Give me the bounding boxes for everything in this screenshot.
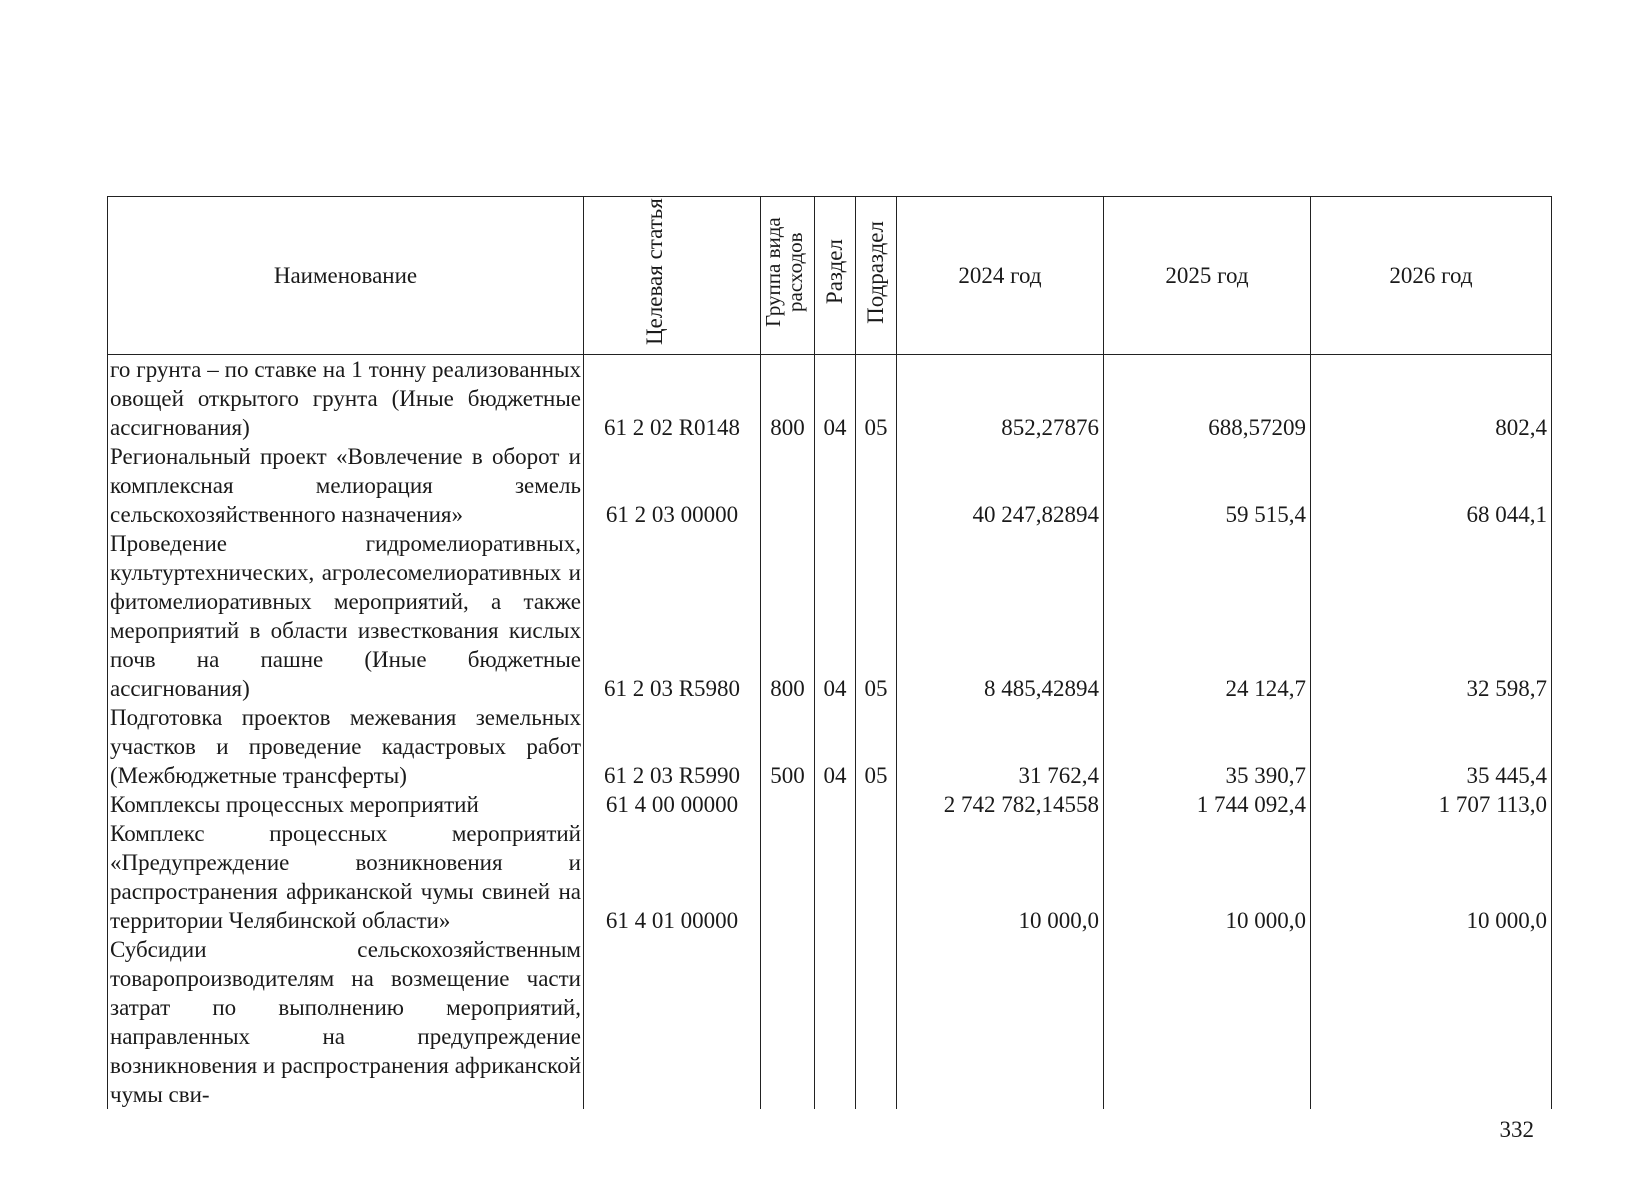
row-subsection — [856, 935, 897, 1109]
table-header-row — [108, 197, 1552, 355]
row-name: Подготовка проектов межевания земельных участков и проведение кадастровых работ (Межбюджетные трансферты) — [108, 703, 584, 790]
row-subsection — [856, 442, 897, 529]
row-section: 04 — [815, 529, 856, 703]
row-2026: 32 598,7 — [1311, 529, 1552, 703]
row-2025: 688,57209 — [1104, 355, 1311, 443]
row-subsection — [856, 790, 897, 819]
header-2025: 2025 год — [1104, 197, 1311, 355]
row-2025: 35 390,7 — [1104, 703, 1311, 790]
budget-table — [107, 196, 1552, 1109]
row-2024 — [897, 935, 1104, 1109]
row-2024: 40 247,82894 — [897, 442, 1104, 529]
row-2026: 10 000,0 — [1311, 819, 1552, 935]
row-section — [815, 442, 856, 529]
header-group — [761, 197, 815, 355]
page-number: 332 — [1499, 1117, 1534, 1142]
header-name: Наименование — [108, 197, 584, 355]
row-2024: 10 000,0 — [897, 819, 1104, 935]
header-section-label: Раздел — [822, 239, 847, 305]
row-2024: 31 762,4 — [897, 703, 1104, 790]
row-2025: 24 124,7 — [1104, 529, 1311, 703]
row-code — [584, 935, 761, 1109]
row-section: 04 — [815, 355, 856, 443]
header-target — [584, 197, 761, 355]
row-2025: 10 000,0 — [1104, 819, 1311, 935]
row-group — [761, 935, 815, 1109]
table-row — [108, 442, 1552, 529]
table-row — [108, 529, 1552, 703]
row-subsection: 05 — [856, 529, 897, 703]
row-subsection — [856, 819, 897, 935]
row-group — [761, 819, 815, 935]
header-group-label: Группа вида расходов — [760, 217, 807, 327]
row-2026: 35 445,4 — [1311, 703, 1552, 790]
row-group: 500 — [761, 703, 815, 790]
row-2024: 852,27876 — [897, 355, 1104, 443]
row-name: Комплекс процессных мероприятий «Предупреждение возникновения и распространения африканской чумы свиней на территории Челябинской области» — [108, 819, 584, 935]
row-name: Проведение гидромелиоративных, культуртехнических, агролесомелиоративных и фитомелиоративных мероприятий, а также мероприятий в области известкования кислых почв на пашне (Иные бюджетные ассигнования) — [108, 529, 584, 703]
row-name: Комплексы процессных мероприятий — [108, 790, 584, 819]
table-row — [108, 355, 1552, 443]
row-2026: 1 707 113,0 — [1311, 790, 1552, 819]
row-name: го грунта – по ставке на 1 тонну реализованных овощей открытого грунта (Иные бюджетные ассигнования) — [108, 355, 584, 443]
row-section — [815, 935, 856, 1109]
row-section: 04 — [815, 703, 856, 790]
row-code: 61 2 03 00000 — [584, 442, 761, 529]
header-subsection-label: Подраздел — [863, 220, 888, 324]
row-group — [761, 790, 815, 819]
header-2026: 2026 год — [1311, 197, 1552, 355]
row-2024: 8 485,42894 — [897, 529, 1104, 703]
row-section — [815, 790, 856, 819]
row-2024: 2 742 782,14558 — [897, 790, 1104, 819]
row-subsection: 05 — [856, 703, 897, 790]
row-group — [761, 442, 815, 529]
row-2025: 1 744 092,4 — [1104, 790, 1311, 819]
row-group: 800 — [761, 355, 815, 443]
row-name: Субсидии сельскохозяйственным товаропроизводителям на возмещение части затрат по выполнению мероприятий, направленных на предупреждение возникновения и распространения африканской чумы сви- — [108, 935, 584, 1109]
table-row — [108, 790, 1552, 819]
row-2026 — [1311, 935, 1552, 1109]
header-2024: 2024 год — [897, 197, 1104, 355]
header-section — [815, 197, 856, 355]
row-2025: 59 515,4 — [1104, 442, 1311, 529]
row-code: 61 2 02 R0148 — [584, 355, 761, 443]
row-code: 61 4 00 00000 — [584, 790, 761, 819]
table-row — [108, 819, 1552, 935]
row-2025 — [1104, 935, 1311, 1109]
row-name: Региональный проект «Вовлечение в оборот и комплексная мелиорация земель сельскохозяйственного назначения» — [108, 442, 584, 529]
row-code: 61 2 03 R5980 — [584, 529, 761, 703]
row-subsection: 05 — [856, 355, 897, 443]
row-code: 61 4 01 00000 — [584, 819, 761, 935]
row-group: 800 — [761, 529, 815, 703]
row-2026: 802,4 — [1311, 355, 1552, 443]
table-row — [108, 703, 1552, 790]
row-section — [815, 819, 856, 935]
header-target-label: Целевая статья — [642, 198, 667, 346]
header-subsection — [856, 197, 897, 355]
table-row — [108, 935, 1552, 1109]
row-2026: 68 044,1 — [1311, 442, 1552, 529]
row-code: 61 2 03 R5990 — [584, 703, 761, 790]
